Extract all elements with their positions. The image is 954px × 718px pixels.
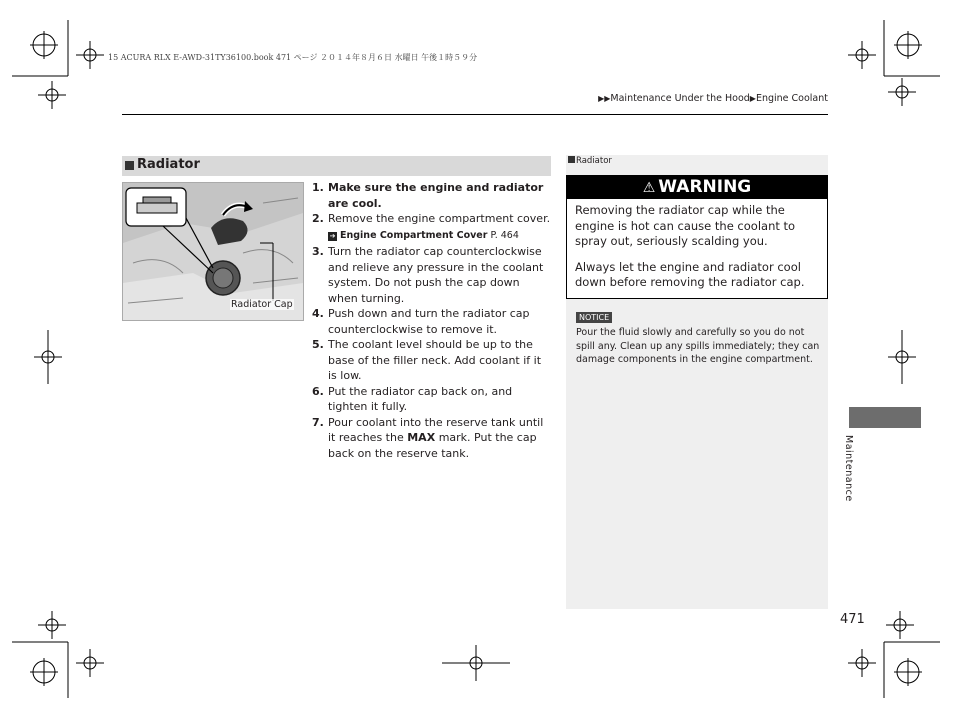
section-header [122,156,551,176]
breadcrumb-arrow-icon: ▶ [749,94,756,103]
max-mark-label: MAX [407,431,436,444]
page-number: 471 [840,612,865,627]
radiator-cap-illustration [122,182,304,321]
step-item [312,337,552,384]
warning-triangle-icon: ⚠ [642,180,656,196]
warning-paragraph: Removing the radiator cap while the engine is hot can cause the coolant to spray out, seriously scalding you. [575,203,796,248]
xref-page: P. 464 [490,229,519,241]
step-text: Remove the engine compartment cover. [328,212,551,225]
step-item [312,306,552,337]
step-number: 7. [312,415,324,429]
breadcrumb-item: Engine Coolant [755,93,828,104]
radiator-cap-callout: Radiator Cap [231,299,293,310]
step-number: 4. [312,307,324,320]
step-number: 1. [312,181,324,194]
step-text: Turn the radiator cap counterclockwise and relieve any pressure in the coolant system. Do not push the cap down when turning. [328,245,544,305]
step-item [312,244,552,306]
step-text: Put the radiator cap back on, and tighten it fully. [328,384,513,413]
breadcrumb [598,93,828,104]
xref-title: Engine Compartment Cover [340,229,488,241]
step-text-part: mark. Put the cap back on the reserve tank. [328,431,537,460]
breadcrumb-item: Maintenance Under the Hood [610,93,750,104]
step-item [312,180,552,211]
sidebar-notes [566,155,828,609]
section-square-icon [125,161,134,170]
sidebar-ref-label: Radiator [576,156,612,166]
step-text: Make sure the engine and radiator are cool. [328,181,544,210]
step-text: The coolant level should be up to the base of the filler neck. Add coolant if it is low. [328,338,542,382]
cross-reference-link[interactable] [328,228,552,244]
header-rule [122,114,828,115]
warning-header [567,176,827,199]
warning-paragraph: Always let the engine and radiator cool down before removing the radiator cap. [575,259,805,289]
step-number: 6. [312,384,324,398]
section-title: Radiator [137,157,200,172]
step-item [312,415,552,462]
step-item [312,384,552,415]
step-text [328,416,543,460]
chapter-thumb-tab [849,407,921,428]
sidebar-reference [568,156,612,166]
notice-text: Pour the fluid slowly and carefully so you do not spill any. Clean up any spills immediately; they can damage components in the engine compartment. [576,327,820,365]
notice-badge: NOTICE [576,312,612,323]
step-text: Push down and turn the radiator cap counterclockwise to remove it. [328,307,530,336]
chapter-label: Maintenance [843,435,854,502]
step-text-part: Pour coolant into the reserve tank until it reaches the [328,415,544,444]
step-item [312,211,552,243]
print-header: 15 ACURA RLX E-AWD-31TY36100.book 471 ページ ２０１４年８月６日 水曜日 午後１時５９分 [108,53,478,62]
step-number: 5. [312,338,324,351]
step-number: 3. [312,245,324,258]
step-number: 2. [312,212,324,225]
reference-arrow-icon: ➔ [329,231,336,240]
procedure-steps [312,180,552,461]
breadcrumb-arrow-icon: ▶▶ [598,94,611,103]
warning-title: WARNING [658,177,752,197]
warning-box [566,175,828,299]
reference-arrow-icon [568,156,575,163]
warning-body [567,199,827,291]
